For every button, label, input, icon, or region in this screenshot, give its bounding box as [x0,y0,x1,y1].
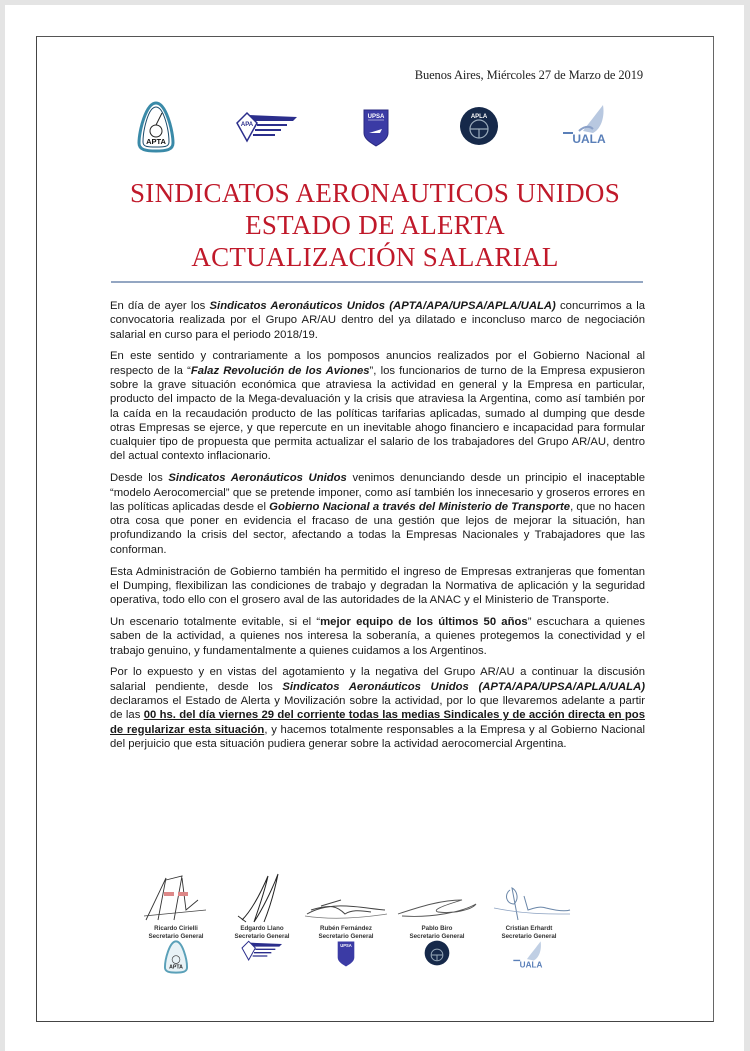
apla-circle-logo-icon [459,106,499,146]
svg-text:UPSA: UPSA [340,943,352,949]
text: Por lo expuesto y en vistas del agotamiento y la negativa del Grupo AR/AU a continuar la discusión salarial pendiente, desde los [110,666,645,693]
signatory-name: Cristian Erhardt [505,925,553,932]
date-line: Buenos Aires, Miércoles 27 de Marzo de 2019 [414,68,643,82]
signatory-role: Secretario General [148,932,204,940]
text: ”, los funcionarios de turno de la Empresa expusieron sobre la grave situación económica que atraviesa la actividad en general y la Empresa en particular, producto del impacto de la Mega-devaluación y la crisis que atraviesa la Argentina, como así también por la caída en la recaudación producto de las políticas tarifarias aplicadas, sumado al dumping que desde otras Empresas se ejerce, y que repercute en un inevitable ahogo financiero e incapacidad para formular cualquier tipo de propuesta que permita actualizar el salario de los trabajadores del Grupo AR/AU, dentro del actual contexto inflacionario. [110,364,645,463]
text: Desde los [110,472,169,485]
paragraph-4: Esta Administración de Gobierno también ha permitido el ingreso de Empresas extranjeras que fomentan el Dumping, flexibilizan las condiciones de trabajo y degradan la Normativa de aplicación y la seguridad operativa, todo ello con el grosero aval de las autoridades de la ANAC y el Ministerio de Transporte. [110,565,645,607]
text: , que no hacen otra cosa que poner en evidencia el fracaso de una gestión que lejos de mejorar la situación, han profundizando la crisis del sector, afectando a todas la Empresas Nacionales y Trabajadores que las conforman. [110,500,645,556]
svg-text:UALA: UALA [572,132,606,146]
upsa-shield-logo-icon [337,940,355,968]
text: En este sentido y contrariamente a los pomposos anuncios realizados por el Gobierno Nacional al respecto de la “ [110,350,645,377]
upsa-shield-logo-icon [363,109,389,147]
signatory-role: Secretario General [234,932,290,940]
title-line-2: ESTADO DE ALERTA [245,210,505,240]
apa-wing-logo-icon [235,111,299,147]
signatory-role: Secretario General [318,932,374,940]
document-frame [36,36,714,1022]
emphasis-unions: Sindicatos Aeronáuticos Unidos (APTA/APA/UPSA/APLA/UALA) [282,680,645,693]
text: declaramos el Estado de Alerta y Movilización sobre la actividad, por lo que llevaremos adelante a partir de las [110,694,645,722]
text: ” escuchara a quienes saben de la actividad, a quienes nos interesa la soberanía, a quienes protegemos la conectividad y el trabajo genuino, y fundamentalmente a quienes cuidamos a los Argentinos. [110,615,646,657]
emphasis-action-date: 00 hs. del día viernes 29 del corriente todas las medias Sindicales y de acción directa en pos de regularizar esta situación [110,709,645,736]
uala-wing-logo-icon [509,940,549,970]
signatory-role: Secretario General [501,932,557,940]
signatory-role: Secretario General [409,932,465,940]
document-page [5,5,744,1051]
signature-icon [136,870,216,925]
svg-text:APA: APA [240,122,254,128]
signatory-name: Pablo Biro [421,925,453,932]
signatures [37,870,713,1020]
signatory-5 [474,870,584,970]
svg-text:UPSA: UPSA [367,114,385,120]
paragraph-6 [110,665,645,751]
emphasis-gobierno: Gobierno Nacional a través del Ministerio de Transporte [269,500,571,513]
uala-wing-logo-icon [559,103,613,147]
document-body [110,299,645,759]
signatory-name: Ricardo Cirielli [154,925,198,932]
title-line-3: ACTUALIZACIÓN SALARIAL [191,242,559,272]
header-logos [37,95,713,155]
paragraph-2 [110,349,645,463]
text: En día de ayer los [110,300,210,312]
title-line-1: SINDICATOS AERONAUTICOS UNIDOS [129,178,621,208]
emphasis-falaz: Falaz Revolución de los Aviones [190,364,370,377]
text: concurrimos a la convocatoria realizada por el Grupo AR/AU dentro del ya dilatado e inconcluso marco de negociación salarial en curso para el periodo 2018/19. [110,300,646,341]
signature-icon [222,870,302,925]
signature-icon [392,870,482,925]
apla-circle-logo-icon [424,940,450,966]
title-separator [111,281,643,283]
paragraph-1 [110,299,645,342]
signatory-name: Edgardo Llano [240,925,284,932]
signature-icon [301,870,391,925]
emphasis-unions: Sindicatos Aeronáuticos Unidos [168,472,347,485]
signature-icon [484,870,574,925]
paragraph-5 [110,615,645,658]
emphasis-unions: Sindicatos Aeronáuticos Unidos (APTA/APA/UPSA/APLA/UALA) [209,300,556,312]
text: Un escenario totalmente evitable, si el “ [110,615,321,628]
paragraph-3 [110,471,645,557]
text: , y hacemos totalmente responsables a la Empresa y al Gobierno Nacional del perjuicio que esta situación pudiera generar sobre la actividad aerocomercial Argentina. [110,723,645,750]
apta-logo-icon [163,940,189,974]
svg-text:APTA: APTA [146,137,166,146]
signatory-name: Rubén Fernández [320,925,372,932]
apta-logo-icon [136,101,176,153]
document-title [37,177,713,273]
svg-text:APTA: APTA [169,964,183,971]
svg-text:UALA: UALA [519,960,543,970]
apa-wing-logo-icon [240,940,284,964]
text: venimos denunciando desde un principio el inaceptable “modelo Aerocomercial” que se pretende imponer, como así también los innecesario y groseros errores en las políticas aplicadas desde el [110,472,646,513]
emphasis-mejor-equipo: mejor equipo de los últimos 50 años [320,615,528,628]
svg-text:APLA: APLA [470,114,488,120]
